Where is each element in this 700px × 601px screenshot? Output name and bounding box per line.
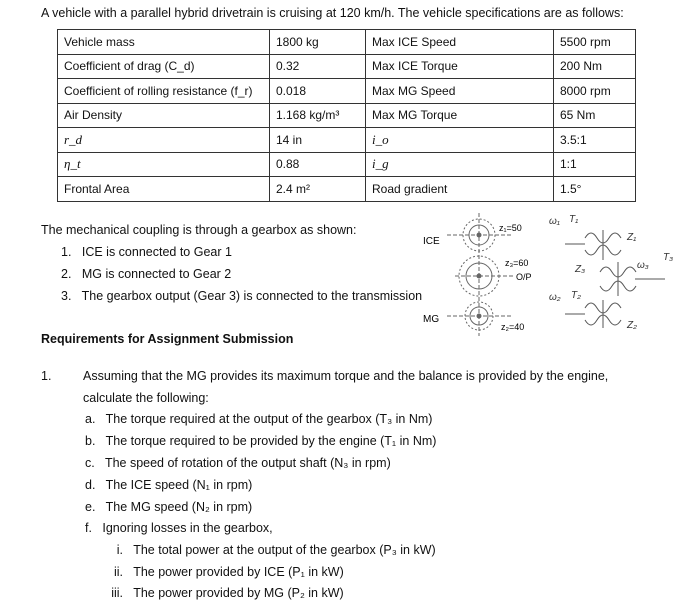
list-item	[85, 434, 436, 448]
list-item	[85, 456, 391, 470]
list-item	[107, 565, 344, 579]
question-text-line1: Assuming that the MG provides its maximum torque and the balance is provided by the engine,	[83, 369, 609, 383]
part-text: The torque required at the output of the gearbox (T₃ in Nm)	[105, 412, 433, 426]
list-number: 2.	[61, 267, 72, 281]
list-item	[85, 500, 252, 514]
specifications-table	[57, 29, 636, 202]
subpart-text: The total power at the output of the gearbox (P₃ in kW)	[133, 543, 436, 557]
table-row	[58, 79, 636, 104]
t1-label: T₁	[569, 214, 579, 225]
subpart-label: i.	[116, 543, 123, 557]
gear-schematic	[545, 210, 680, 335]
part-label: a.	[85, 412, 96, 426]
table-row	[58, 152, 636, 177]
subpart-text: The power provided by ICE (P₁ in kW)	[133, 565, 344, 579]
t3-label: T₃	[663, 252, 674, 263]
z2-label: z₂=40	[501, 322, 525, 332]
z1-label: z₁=50	[499, 223, 522, 233]
param-cell: Coefficient of rolling resistance (f_r)	[58, 79, 270, 104]
part-label: b.	[85, 434, 96, 448]
param-cell: i_g	[366, 152, 554, 177]
list-item	[85, 478, 252, 492]
value-cell: 0.32	[270, 54, 366, 79]
table-row	[58, 54, 636, 79]
Z2-label: Z₂	[627, 320, 637, 331]
param-cell: Max ICE Speed	[366, 30, 554, 55]
list-item	[107, 586, 344, 600]
part-label: e.	[85, 500, 96, 514]
mg-label: MG	[423, 314, 440, 325]
part-text: The speed of rotation of the output shaft (N₃ in rpm)	[104, 456, 391, 470]
param-cell: Frontal Area	[58, 177, 270, 202]
list-number: 3.	[61, 289, 72, 303]
part-text: The ICE speed (N₁ in rpm)	[105, 478, 253, 492]
value-cell: 5500 rpm	[554, 30, 636, 55]
part-text: The MG speed (N₂ in rpm)	[105, 500, 253, 514]
intro-text: A vehicle with a parallel hybrid drivetrain is cruising at 120 km/h. The vehicle specifications are as follows:	[41, 6, 624, 20]
question-number: 1.	[41, 369, 52, 383]
part-label: d.	[85, 478, 96, 492]
param-cell: Air Density	[58, 103, 270, 128]
subpart-text: The power provided by MG (P₂ in kW)	[133, 586, 344, 600]
value-cell: 2.4 m²	[270, 177, 366, 202]
question-text-line2: calculate the following:	[83, 391, 209, 405]
list-item	[107, 543, 436, 557]
subpart-label: ii.	[113, 565, 123, 579]
table-row	[58, 103, 636, 128]
list-item	[61, 289, 422, 303]
subpart-label: iii.	[111, 586, 123, 600]
table-row	[58, 128, 636, 153]
list-item	[85, 412, 432, 426]
value-cell: 1.168 kg/m³	[270, 103, 366, 128]
Z1-label: Z₁	[627, 232, 637, 243]
part-text: Ignoring losses in the gearbox,	[102, 521, 273, 535]
param-cell: Coefficient of drag (C_d)	[58, 54, 270, 79]
value-cell: 200 Nm	[554, 54, 636, 79]
list-item	[85, 521, 273, 535]
list-text: ICE is connected to Gear 1	[81, 245, 232, 259]
part-label: f.	[85, 521, 92, 535]
omega3-label: ω₃	[637, 260, 649, 271]
ice-label: ICE	[423, 236, 440, 247]
requirements-heading: Requirements for Assignment Submission	[41, 332, 294, 346]
value-cell: 0.88	[270, 152, 366, 177]
value-cell: 1:1	[554, 152, 636, 177]
omega2-label: ω₂	[549, 292, 561, 303]
value-cell: 3.5:1	[554, 128, 636, 153]
part-text: The torque required to be provided by the engine (T₁ in Nm)	[105, 434, 437, 448]
param-cell: Max MG Speed	[366, 79, 554, 104]
z3-label: z₃=60	[505, 258, 529, 268]
omega1-label: ω₁	[549, 216, 560, 227]
value-cell: 1800 kg	[270, 30, 366, 55]
coupling-intro: The mechanical coupling is through a gearbox as shown:	[41, 223, 357, 237]
value-cell: 1.5°	[554, 177, 636, 202]
list-number: 1.	[61, 245, 72, 259]
list-item	[61, 267, 231, 281]
param-cell: Max MG Torque	[366, 103, 554, 128]
value-cell: 65 Nm	[554, 103, 636, 128]
table-row	[58, 30, 636, 55]
value-cell: 8000 rpm	[554, 79, 636, 104]
part-label: c.	[85, 456, 95, 470]
value-cell: 14 in	[270, 128, 366, 153]
t2-label: T₂	[571, 290, 581, 301]
table-row	[58, 177, 636, 202]
gear-layout-diagram	[415, 208, 540, 343]
param-cell: Road gradient	[366, 177, 554, 202]
param-cell: Max ICE Torque	[366, 54, 554, 79]
list-item	[61, 245, 232, 259]
param-cell: η_t	[58, 152, 270, 177]
param-cell: i_o	[366, 128, 554, 153]
list-text: The gearbox output (Gear 3) is connected to the transmission	[81, 289, 423, 303]
Z3-label: Z₃	[575, 264, 586, 275]
param-cell: r_d	[58, 128, 270, 153]
value-cell: 0.018	[270, 79, 366, 104]
list-text: MG is connected to Gear 2	[81, 267, 232, 281]
param-cell: Vehicle mass	[58, 30, 270, 55]
output-label: O/P	[516, 272, 532, 282]
